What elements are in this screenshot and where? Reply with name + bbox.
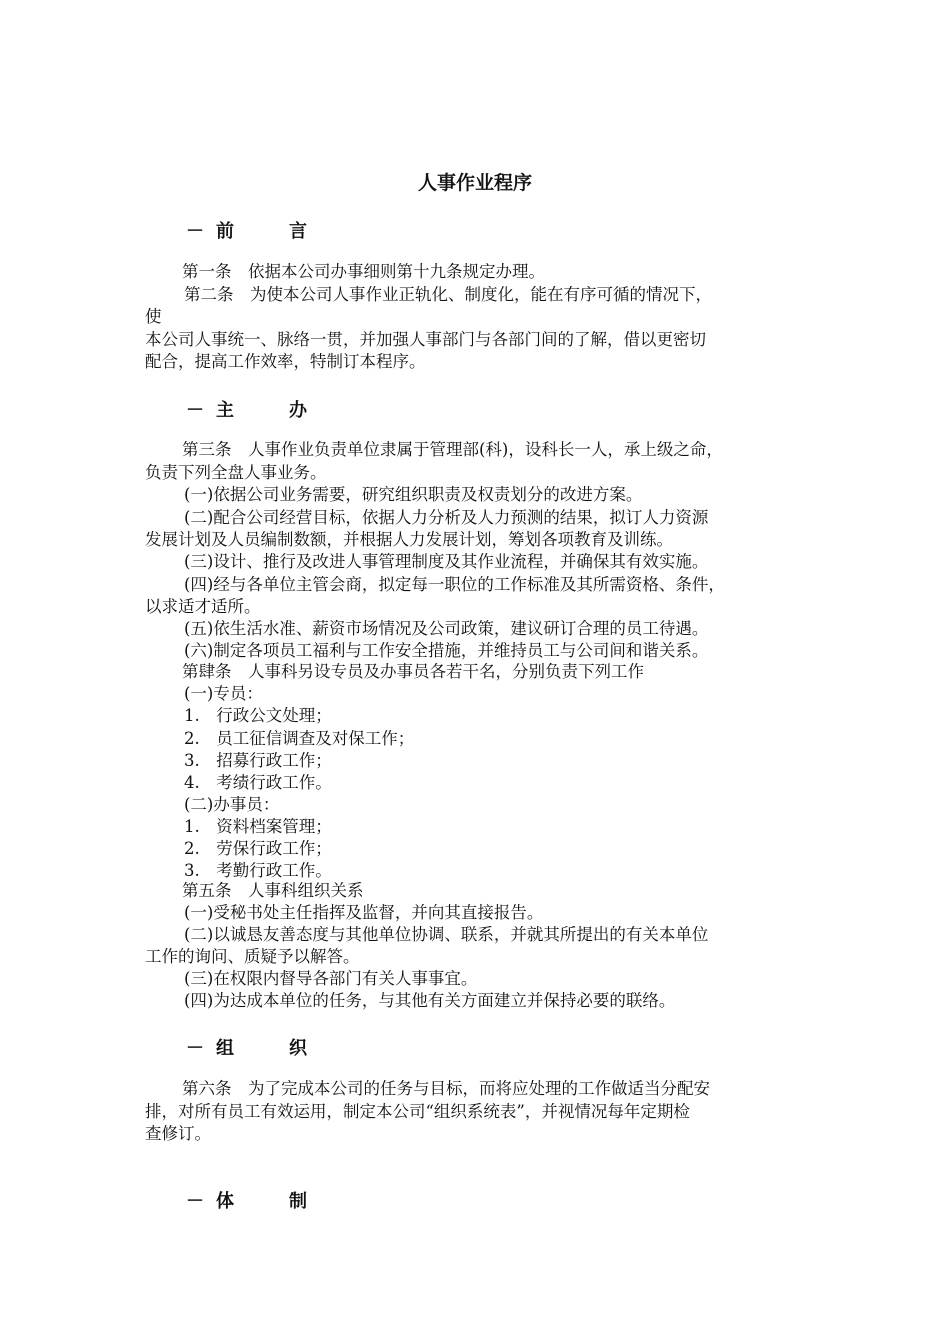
section-heading-system: － 体 制 (186, 1187, 307, 1213)
article-line: (四)为达成本单位的任务，与其他有关方面建立并保持必要的联络。 (184, 991, 676, 1010)
article-line: 以求适才适所。 (145, 597, 261, 616)
article-line: 查修订。 (145, 1124, 211, 1143)
article-line: (六)制定各项员工福利与工作安全措施，并维持员工与公司间和谐关系。 (184, 641, 709, 660)
article-line: 1. 资料档案管理； (184, 817, 332, 836)
article-line: 3. 考勤行政工作。 (184, 861, 332, 880)
article-line: (二)配合公司经营目标，依据人力分析及人力预测的结果，拟订人力资源 (184, 508, 709, 527)
article-line: 排，对所有员工有效运用，制定本公司“组织系统表”，并视情况每年定期检 (145, 1102, 690, 1121)
article-line: 第二条 为使本公司人事作业正轨化、制度化，能在有序可循的情况下， (184, 285, 712, 304)
section-heading-organization: － 组 织 (186, 1034, 307, 1060)
article-line: (五)依生活水准、薪资市场情况及公司政策，建议研订合理的员工待遇。 (184, 619, 709, 638)
article-line: (一)专员： (184, 684, 263, 703)
article-line: (三)设计、推行及改进人事管理制度及其作业流程，并确保其有效实施。 (184, 552, 709, 571)
article-line: 第肆条 人事科另设专员及办事员各若干名，分别负责下列工作 (182, 662, 644, 681)
article-line: (二)办事员： (184, 795, 280, 814)
section-dash: － (186, 1191, 204, 1212)
article-line: 2. 劳保行政工作； (184, 839, 332, 858)
document-title: 人事作业程序 (417, 172, 532, 194)
article-line: (一)依据公司业务需要，研究组织职责及权责划分的改进方案。 (184, 485, 643, 504)
section-heading-host: － 主 办 (186, 396, 307, 422)
article-line: (四)经与各单位主管会商，拟定每一职位的工作标准及其所需资格、条件， (184, 575, 725, 594)
article-line: 配合，提高工作效率，特制订本程序。 (145, 352, 426, 371)
article-line: (三)在权限内督导各部门有关人事事宜。 (184, 969, 478, 988)
article-line: 本公司人事统一、脉络一贯，并加强人事部门与各部门间的了解，借以更密切 (145, 330, 706, 349)
article-line: 4. 考绩行政工作。 (184, 773, 332, 792)
article-line: 1. 行政公文处理； (184, 706, 332, 725)
article-line: 第一条 依据本公司办事细则第十九条规定办理。 (182, 262, 545, 281)
article-line: 负责下列全盘人事业务。 (145, 463, 327, 482)
article-line: 工作的询问、质疑予以解答。 (145, 947, 360, 966)
section-heading-preface: － 前 言 (186, 217, 307, 243)
article-line: 2. 员工征信调查及对保工作； (184, 729, 415, 748)
article-line: (一)受秘书处主任指挥及监督，并向其直接报告。 (184, 903, 544, 922)
article-line: 发展计划及人员编制数额，并根据人力发展计划，筹划各项教育及训练。 (145, 530, 673, 549)
article-line: 第六条 为了完成本公司的任务与目标，而将应处理的工作做适当分配安 (182, 1079, 710, 1098)
section-dash: － (186, 400, 204, 421)
article-line: 使 (145, 307, 162, 326)
section-dash: － (186, 221, 204, 242)
article-line: 第三条 人事作业负责单位隶属于管理部(科)，设科长一人，承上级之命， (182, 440, 723, 459)
article-line: 第五条 人事科组织关系 (182, 881, 364, 900)
section-dash: － (186, 1038, 204, 1059)
article-line: 3. 招募行政工作； (184, 751, 332, 770)
article-line: (二)以诚恳友善态度与其他单位协调、联系，并就其所提出的有关本单位 (184, 925, 709, 944)
